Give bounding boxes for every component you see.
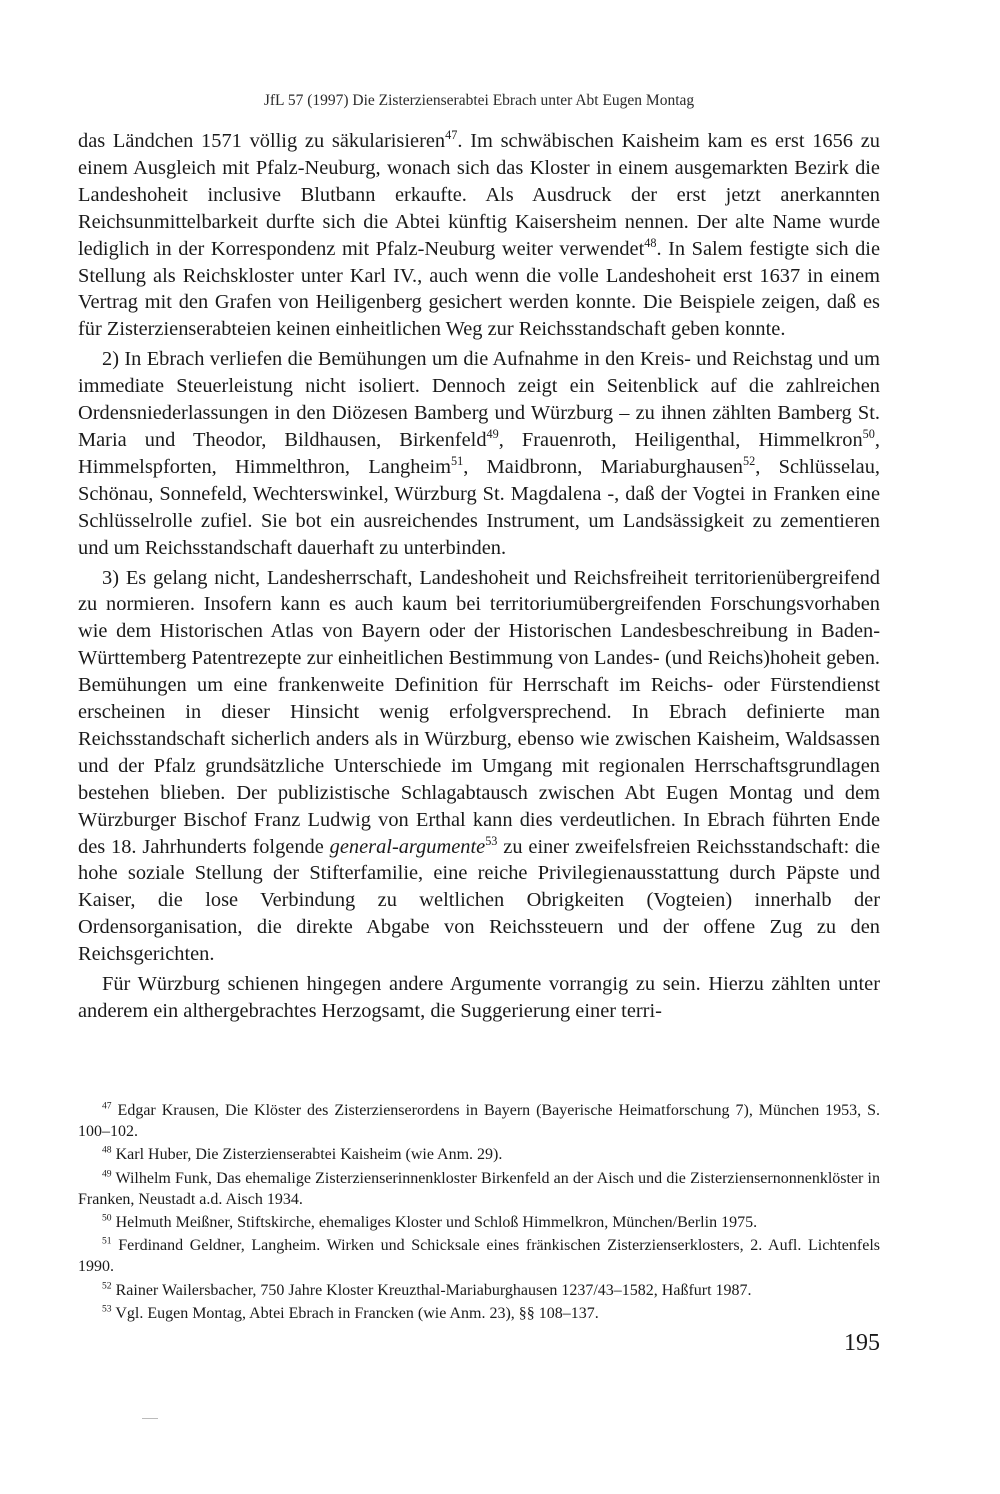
paragraph-3 bbox=[78, 565, 880, 969]
paragraph-1 bbox=[78, 128, 880, 343]
text-run: , Frauenroth, Heiligenthal, Himmelkron bbox=[498, 428, 863, 451]
footnote bbox=[78, 1144, 880, 1165]
text-run: . Im schwäbischen Kaisheim kam es erst 1656 zu einem Ausgleich mit Pfalz-Neuburg, wonach sich das Kloster in einem ausgemarkten Bezirk die Landeshoheit inclusive Blutbann erkaufte. Als Ausdruck der erst jetzt anerkannten Reichsunmittelbarkeit durfte sich die Abtei künftig Kaisersheim nennen. Der alte Name wurde lediglich in der Korrespondenz mit Pfalz-Neuburg weiter verwendet bbox=[78, 130, 880, 260]
footnote-number: 48 bbox=[102, 1145, 112, 1157]
footnote-text: Edgar Krausen, Die Klöster des Zisterzienserordens in Bayern (Bayerische Heimatforschung 7), München 1953, S. 100–102. bbox=[78, 1102, 880, 1141]
italic-term: general-argumente bbox=[329, 835, 486, 858]
footnote-text: Karl Huber, Die Zisterzienserabtei Kaisheim (wie Anm. 29). bbox=[115, 1146, 503, 1164]
footnote-text: Rainer Wailersbacher, 750 Jahre Kloster Kreuzthal-Mariaburghausen 1237/43–1582, Haßfurt 1987. bbox=[115, 1281, 752, 1299]
footnote bbox=[78, 1280, 880, 1301]
paragraph-2 bbox=[78, 346, 880, 561]
footnote-number: 53 bbox=[102, 1303, 112, 1315]
text-run: 2) In Ebrach verliefen die Bemühungen um die Aufnahme in den Kreis- und Reichstag und um immediate Steuerleistung nicht isoliert. Dennoch zeigt ein Seitenblick auf die zahlreichen Ordensniederlassungen in den Diözesen Bamberg und Würzburg – zu ihnen zählten Bamberg St. Maria und Theodor, Bildhausen, Birkenfeld bbox=[78, 348, 880, 451]
footnote bbox=[78, 1212, 880, 1233]
footnote bbox=[78, 1168, 880, 1210]
footnote-text: Ferdinand Geldner, Langheim. Wirken und Schicksale eines fränkischen Zisterzienserklosters, 2. Aufl. Lichtenfels 1990. bbox=[78, 1237, 881, 1276]
footnote-number: 51 bbox=[102, 1235, 112, 1247]
footnote bbox=[78, 1303, 880, 1324]
text-run: das Ländchen 1571 völlig zu säkularisieren bbox=[78, 130, 446, 152]
footnotes bbox=[78, 1100, 880, 1326]
footnote bbox=[78, 1100, 880, 1142]
footnote-ref[interactable]: 49 bbox=[486, 427, 499, 442]
footnote-number: 49 bbox=[102, 1168, 112, 1180]
footnote-number: 47 bbox=[102, 1100, 112, 1112]
paragraph-4 bbox=[78, 971, 880, 1025]
footnote-text: Wilhelm Funk, Das ehemalige Zisterzienserinnenkloster Birkenfeld an der Aisch und die Zisterziensernonnenklöster in Franken, Neustadt a.d. Aisch 1934. bbox=[78, 1169, 880, 1208]
footnote-ref[interactable]: 51 bbox=[451, 454, 464, 469]
text-run: , Maidbronn, Mariaburghausen bbox=[463, 455, 743, 478]
text-run: zu einer zweifelsfreien Reichsstandschaft: die hohe soziale Stellung der Stifterfamilie, eine reiche Privilegienausstattung durch Päpste und Kaiser, die lose Verbindung zu weltlichen Obrigkeiten (Vogteien) innerhalb der Ordensorganisation, die direkte Abgabe von Reichssteuern und der offene Zug zu den Reichsgerichten. bbox=[78, 835, 881, 966]
footnote-text: Vgl. Eugen Montag, Abtei Ebrach in Francken (wie Anm. 23), §§ 108–137. bbox=[115, 1304, 599, 1322]
running-head: JfL 57 (1997) Die Zisterzienserabtei Ebrach unter Abt Eugen Montag bbox=[263, 92, 695, 109]
footnote-ref[interactable]: 47 bbox=[445, 128, 458, 143]
footnote bbox=[78, 1235, 880, 1277]
footnote-number: 52 bbox=[102, 1280, 112, 1292]
text-run: . In Salem festigte sich die Stellung als Reichskloster unter Karl IV., auch wenn die volle Landeshoheit erst 1637 in einem Vertrag mit den Grafen von Heiligenberg gesichert werden konnte. Die Beispiele zeigen, daß es für Zisterzienserabteien keinen einheitlichen Weg zur Reichsstandschaft geben konnte. bbox=[78, 237, 880, 341]
text-run: Für Würzburg schienen hingegen andere Argumente vorrangig zu sein. Hierzu zählten unter anderem ein althergebrachtes Herzogsamt, die Suggerierung einer terri- bbox=[78, 973, 880, 1022]
text-run: , Schlüsselau, Schönau, Sonnefeld, Wechterswinkel, Würzburg St. Magdalena -, daß der Vogtei in Franken eine Schlüsselrolle zufiel. Sie bot ein ausreichendes Instrument, um Landsässigkeit zu zementieren und um Reichsstandschaft dauerhaft zu unterbinden. bbox=[78, 455, 880, 559]
body-text bbox=[78, 128, 880, 1025]
footnote-ref[interactable]: 50 bbox=[862, 427, 875, 442]
page-number: 195 bbox=[844, 1330, 880, 1356]
footnote-number: 50 bbox=[102, 1212, 112, 1224]
page bbox=[78, 0, 880, 1494]
footnote-ref[interactable]: 48 bbox=[644, 235, 657, 250]
text-run: , Himmelspforten, Himmelthron, Langheim bbox=[78, 428, 880, 478]
text-run: 3) Es gelang nicht, Landesherrschaft, Landeshoheit und Reichsfreiheit territorienübergreifend zu normieren. Insofern kann es auch kaum bei territoriumübergreifenden Forschungsvorhaben wie dem Historischen Atlas von Bayern oder der Historischen Landesbeschreibung in Baden-Württemberg Patentrezepte zur einheitlichen Bestimmung von Landes- (und Reichs)hoheit geben. Bemühungen um eine frankenweite Definition für Herrschaft im Reichs- oder Fürstendienst erscheinen in dieser Hinsicht wenig erfolgversprechend. In Ebrach definierte man Reichsstandschaft sicherlich anders als in Würzburg, ebenso wie zwischen Kaisheim, Waldsassen und der Pfalz grundsätzliche Unterschiede im Umgang mit regionalen Herrschaftsgrundlagen bestehen blieben. Der publizistische Schlagabtausch zwischen Abt Eugen Montag und dem Würzburger Bischof Franz Ludwig von Erthal kann dies verdeutlichen. In Ebrach führten Ende des 18. Jahrhunderts folgende bbox=[78, 566, 880, 858]
scan-mark bbox=[142, 1418, 158, 1419]
footnote-text: Helmuth Meißner, Stiftskirche, ehemaliges Kloster und Schloß Himmelkron, München/Berlin 1975. bbox=[115, 1214, 758, 1232]
footnote-ref[interactable]: 53 bbox=[485, 833, 498, 848]
footnote-ref[interactable]: 52 bbox=[742, 454, 756, 469]
